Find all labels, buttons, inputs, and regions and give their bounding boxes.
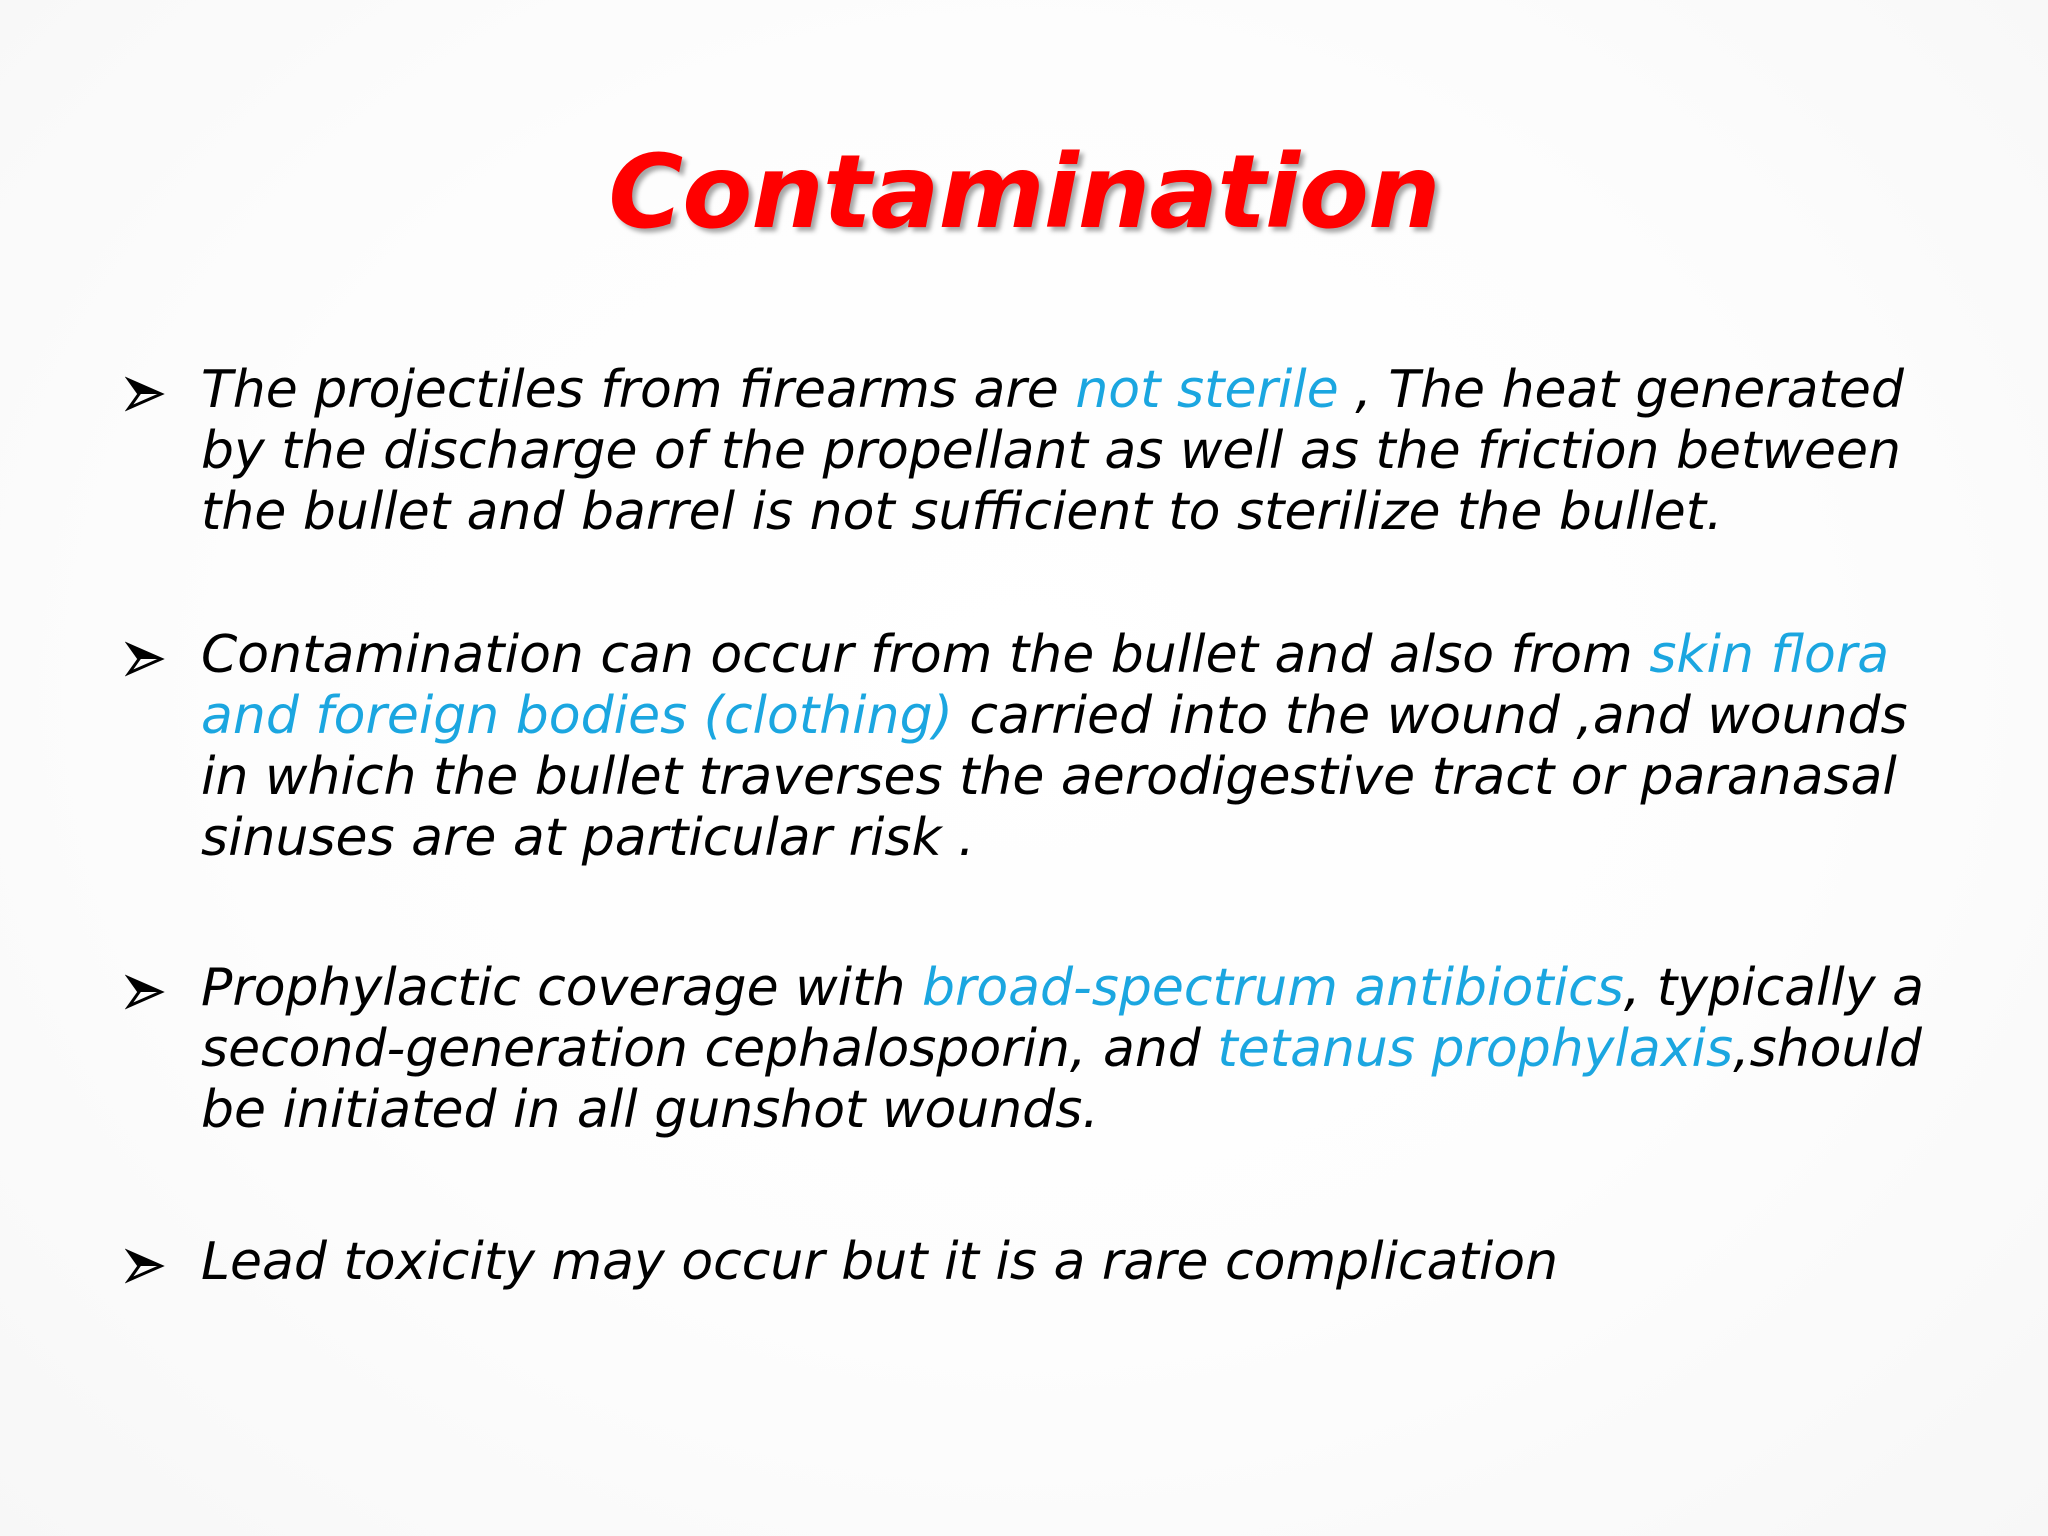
bullet-text-segment: Prophylactic coverage with	[201, 958, 922, 1018]
highlighted-term: tetanus prophylaxis	[1217, 1019, 1734, 1079]
arrowhead-bullet-icon	[125, 639, 165, 679]
bullet-text	[201, 625, 1941, 869]
bullet-text-segment: Contamination can occur from the bullet and also from	[201, 625, 1650, 685]
bullet-text-segment: The projectiles from firearms are	[201, 360, 1076, 420]
highlighted-term: skin flora and foreign bodies (clothing)	[201, 625, 1890, 746]
bullet-text-segment: carried into the wound ,and wounds in which the bullet traverses the aerodigestive tract or paranasal sinuses are at particular risk .	[201, 686, 1908, 868]
arrowhead-bullet-icon	[125, 1246, 165, 1286]
highlighted-term: broad-spectrum antibiotics	[921, 958, 1624, 1018]
bullet-text	[201, 360, 1941, 543]
bullet-text-segment: ,should be initiated in all gunshot wounds.	[201, 1019, 1922, 1140]
highlighted-term: not sterile	[1075, 360, 1339, 420]
arrowhead-bullet-icon	[125, 374, 165, 414]
bullet-text-segment: Lead toxicity may occur but it is a rare complication	[201, 1232, 1559, 1292]
bullet-text	[201, 1232, 1941, 1293]
arrowhead-bullet-icon	[125, 972, 165, 1012]
bullet-text	[201, 958, 1941, 1141]
slide-title: Contamination	[608, 133, 1440, 252]
bullet-text-segment: , The heat generated by the discharge of the propellant as well as the friction between the bullet and barrel is not sufficient to sterilize the bullet.	[201, 360, 1904, 542]
bullet-text-segment: , typically a second-generation cephalosporin, and	[201, 958, 1925, 1079]
